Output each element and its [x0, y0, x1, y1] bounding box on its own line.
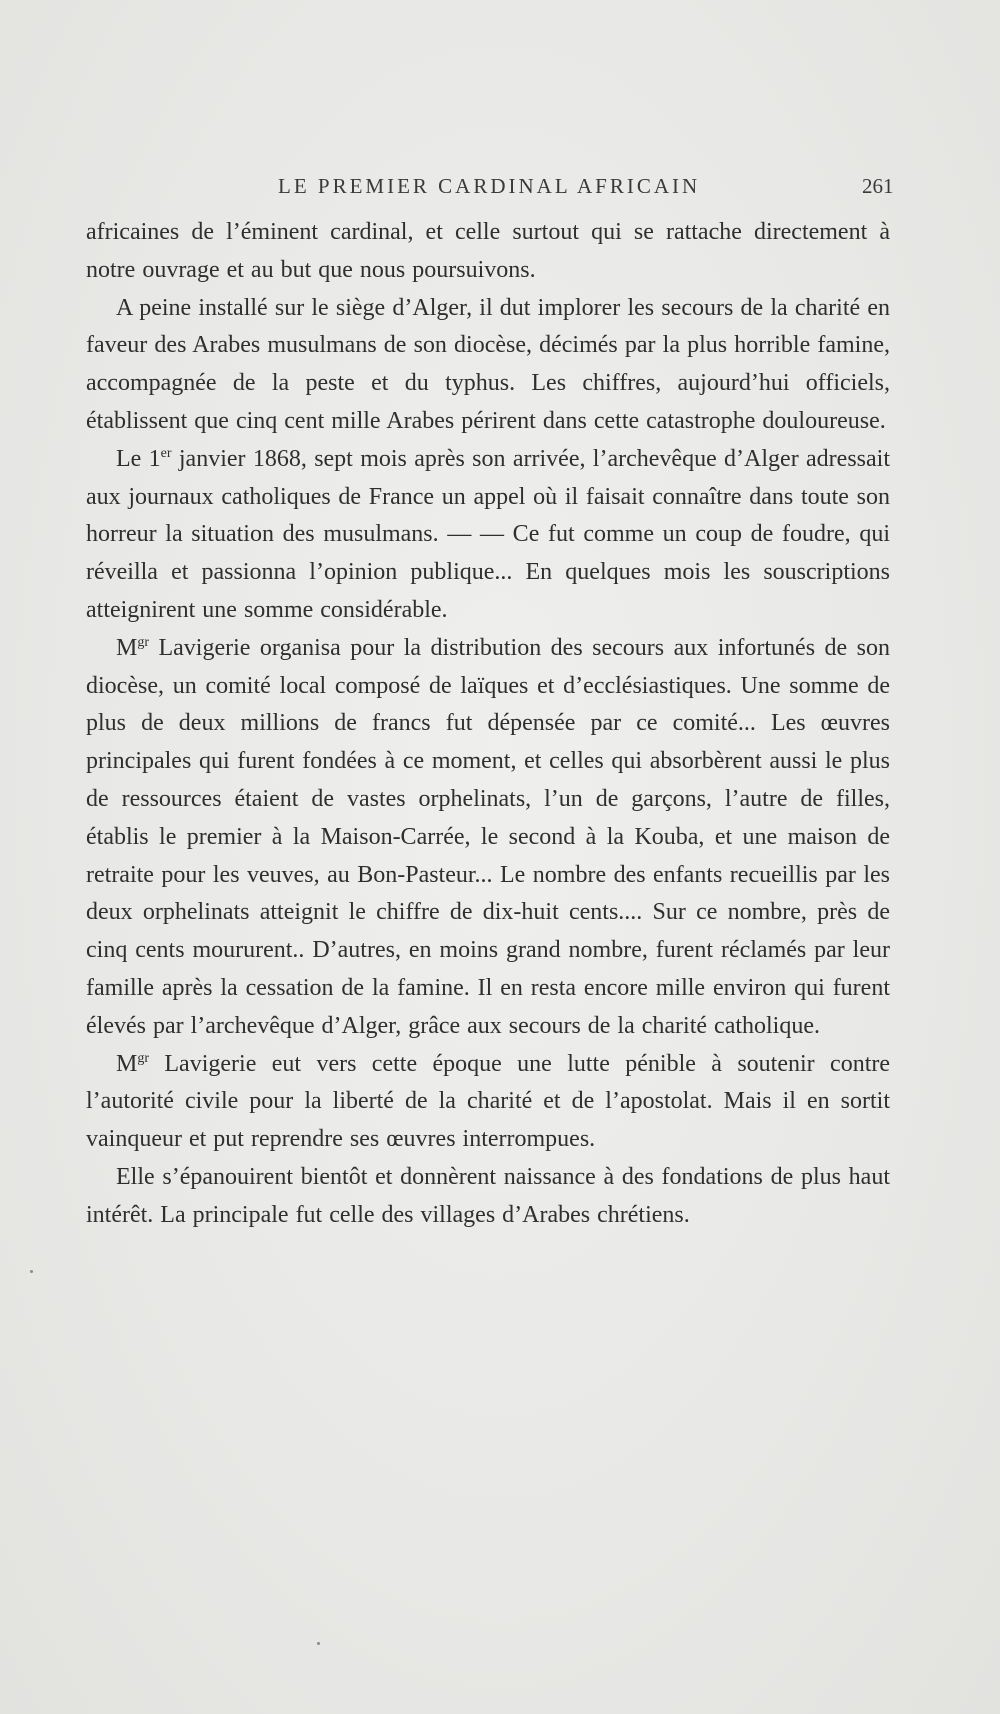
paragraph-committee: $M^{gr}$ Lavigerie organisa pour la distribution des secours aux infortunés de son diocèse, un comité local composé de laïques et d’ecclésiastiques. Une somme de plus de deux millions de francs fut dépensée par ce comité... Les œuvres principales qui furent fondées à ce moment, et celles qui absorbèrent aussi le plus de ressources étaient de vastes orphelinats, l’un de garçons, l’autre de filles, établis le premier à la Maison-Carrée, le second à la Kouba, et une maison de retraite pour les veuves, au Bon-Pasteur... Le nombre des enfants recueillis par les deux orphelinats atteignit le chiffre de dix-huit cents.... Sur ce nombre, près de cinq cents moururent.. D’autres, en moins grand nombre, furent réclamés par leur famille après la cessation de la famine. Il en resta encore mille environ qui furent élevés par l’archevêque d’Alger, grâce aux secours de la charité catholique. [86, 634, 890, 1039]
page-number: 261 [862, 174, 894, 198]
paper-speck [30, 1270, 33, 1273]
paragraph-foundations: Elle s’épanouirent bientôt et donnèrent naissance à des fondations de plus haut intérêt. La principale fut celle des villages d’Arabes chrétiens. [86, 1163, 890, 1228]
paragraph-struggle: $M^{gr}$ Lavigerie eut vers cette époque une lutte pénible à soutenir contre l’autorité civile pour la liberté de la charité et de l’apostolat. Mais il en sortit vainqueur et put reprendre ses œuvres interrompues. [86, 1050, 890, 1153]
paper-speck [317, 1642, 320, 1645]
paragraph-continuation: africaines de l’éminent cardinal, et celle surtout qui se rattache directement à notre ouvrage et au but que nous poursuivons. [86, 219, 890, 283]
running-header [0, 174, 1000, 204]
paragraph-famine: A peine installé sur le siège d’Alger, il dut implorer les secours de la charité en faveur des Arabes musulmans de son diocèse, décimés par la plus horrible famine, accompagnée de la peste et du typhus. Les chiffres, aujourd’hui officiels, établissent que cinq cent mille Arabes périrent dans cette catastrophe douloureuse. [86, 294, 890, 434]
paragraph-appeal: Le 1er janvier 1868, sept mois après son arrivée, l’archevêque d’Alger adressait aux journaux catholiques de France un appel où il faisait connaître dans toute son horreur la situation des musulmans. — — Ce fut comme un coup de foudre, qui réveilla et passionna l’opinion publique... En quelques mois les souscriptions atteignirent une somme considérable. [86, 445, 890, 623]
running-title: LE PREMIER CARDINAL AFRICAIN [278, 174, 701, 198]
body-text [86, 214, 890, 1235]
